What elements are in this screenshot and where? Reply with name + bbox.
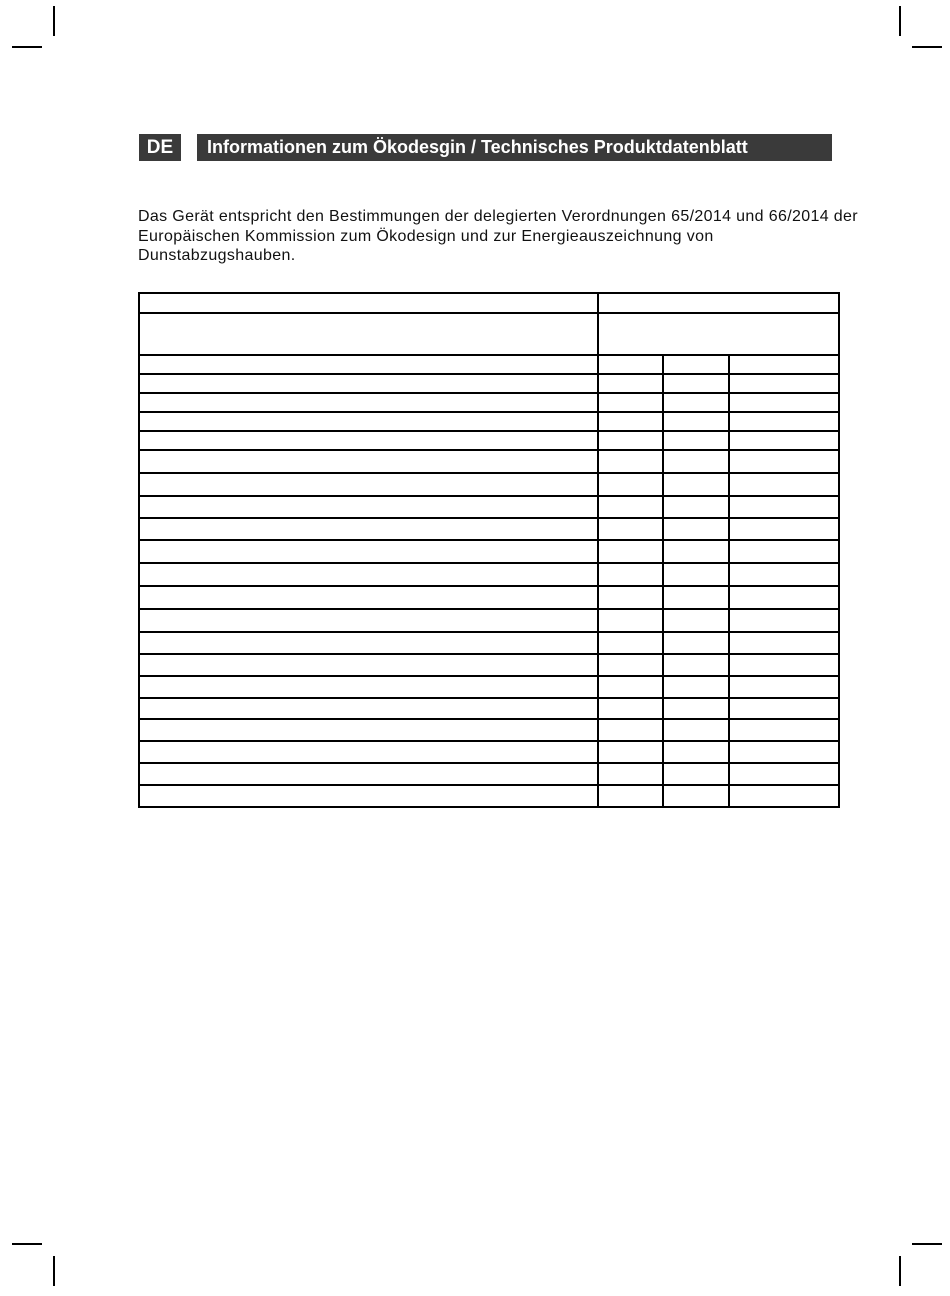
table-row — [139, 586, 839, 609]
table-cell — [139, 496, 598, 518]
product-datasheet-table — [138, 292, 840, 808]
table-cell — [663, 563, 729, 586]
table-row — [139, 374, 839, 393]
table-cell — [663, 412, 729, 431]
table-cell — [139, 654, 598, 676]
language-badge: DE — [139, 134, 181, 161]
table-cell — [729, 450, 839, 473]
table-cell — [729, 518, 839, 540]
table-cell — [139, 698, 598, 719]
table-cell — [729, 763, 839, 785]
table-cell — [139, 632, 598, 654]
table-cell — [663, 496, 729, 518]
table-cell — [663, 393, 729, 412]
table-cell — [598, 632, 663, 654]
table-cell — [139, 431, 598, 450]
table-row — [139, 609, 839, 632]
table-cell — [729, 654, 839, 676]
table-cell — [598, 473, 663, 496]
table-row — [139, 355, 839, 374]
table-cell — [598, 450, 663, 473]
crop-mark-top-left-vertical — [53, 6, 55, 36]
table-row — [139, 293, 839, 313]
table-cell — [729, 698, 839, 719]
table-row — [139, 313, 839, 355]
table-cell — [139, 785, 598, 807]
table-cell — [729, 785, 839, 807]
crop-mark-top-left-horizontal — [12, 46, 42, 48]
table-cell — [139, 293, 598, 313]
crop-mark-bottom-right-vertical — [899, 1256, 901, 1286]
table-cell — [729, 632, 839, 654]
crop-mark-bottom-right-horizontal — [912, 1243, 942, 1245]
table-cell — [598, 313, 839, 355]
table-cell — [598, 374, 663, 393]
table-cell — [663, 698, 729, 719]
table-row — [139, 785, 839, 807]
table-cell — [598, 293, 839, 313]
table-cell — [663, 676, 729, 698]
table-cell — [729, 473, 839, 496]
table-cell — [598, 355, 663, 374]
table-cell — [139, 412, 598, 431]
table-cell — [729, 719, 839, 741]
table-cell — [139, 473, 598, 496]
table-row — [139, 741, 839, 763]
table-cell — [598, 654, 663, 676]
crop-mark-top-right-vertical — [899, 6, 901, 36]
table-cell — [729, 609, 839, 632]
table-cell — [663, 518, 729, 540]
table-row — [139, 518, 839, 540]
table-cell — [598, 393, 663, 412]
table-cell — [729, 355, 839, 374]
table-cell — [139, 586, 598, 609]
table-cell — [729, 741, 839, 763]
table-cell — [729, 393, 839, 412]
table-row — [139, 763, 839, 785]
table-cell — [729, 374, 839, 393]
table-cell — [598, 763, 663, 785]
intro-paragraph: Das Gerät entspricht den Bestimmungen der delegierten Verordnungen 65/2014 und 66/2014 der Europäischen Kommission zum Ökodesign und zur Energieauszeichnung von Dunstabzugshauben. — [138, 208, 858, 264]
table-row — [139, 431, 839, 450]
table-cell — [598, 698, 663, 719]
table-cell — [139, 563, 598, 586]
table-cell — [663, 609, 729, 632]
table-row — [139, 719, 839, 741]
table-row — [139, 698, 839, 719]
table-cell — [598, 412, 663, 431]
table-cell — [139, 374, 598, 393]
table-cell — [139, 540, 598, 563]
table-cell — [598, 741, 663, 763]
table-row — [139, 393, 839, 412]
table-cell — [139, 763, 598, 785]
table-cell — [598, 518, 663, 540]
table-cell — [139, 609, 598, 632]
table-cell — [598, 785, 663, 807]
crop-mark-bottom-left-horizontal — [12, 1243, 42, 1245]
table-cell — [663, 654, 729, 676]
table-row — [139, 654, 839, 676]
table-cell — [663, 741, 729, 763]
page-title: Informationen zum Ökodesgin / Technisches Produktdatenblatt — [197, 134, 832, 161]
table-row — [139, 676, 839, 698]
table-cell — [663, 355, 729, 374]
table-cell — [598, 496, 663, 518]
table-row — [139, 450, 839, 473]
table-cell — [729, 412, 839, 431]
table-cell — [139, 313, 598, 355]
table-cell — [139, 719, 598, 741]
table-cell — [598, 676, 663, 698]
table-cell — [139, 741, 598, 763]
table-cell — [663, 431, 729, 450]
table-cell — [139, 676, 598, 698]
table-cell — [139, 393, 598, 412]
table-cell — [598, 563, 663, 586]
table-cell — [729, 431, 839, 450]
table-cell — [139, 355, 598, 374]
table-row — [139, 473, 839, 496]
table-cell — [663, 785, 729, 807]
table-row — [139, 563, 839, 586]
table-cell — [663, 540, 729, 563]
table-cell — [729, 676, 839, 698]
table-row — [139, 496, 839, 518]
table-cell — [729, 586, 839, 609]
table-cell — [663, 450, 729, 473]
table-cell — [663, 719, 729, 741]
table-cell — [663, 632, 729, 654]
table-row — [139, 412, 839, 431]
table-cell — [729, 563, 839, 586]
table-row — [139, 632, 839, 654]
table-cell — [729, 540, 839, 563]
table-cell — [598, 431, 663, 450]
table-row — [139, 540, 839, 563]
table-cell — [139, 450, 598, 473]
table-cell — [598, 609, 663, 632]
table-cell — [598, 719, 663, 741]
table-cell — [663, 473, 729, 496]
table-cell — [663, 586, 729, 609]
table-cell — [663, 374, 729, 393]
table-cell — [663, 763, 729, 785]
table-cell — [598, 540, 663, 563]
crop-mark-top-right-horizontal — [912, 46, 942, 48]
table-cell — [598, 586, 663, 609]
table-cell — [729, 496, 839, 518]
table-cell — [139, 518, 598, 540]
crop-mark-bottom-left-vertical — [53, 1256, 55, 1286]
